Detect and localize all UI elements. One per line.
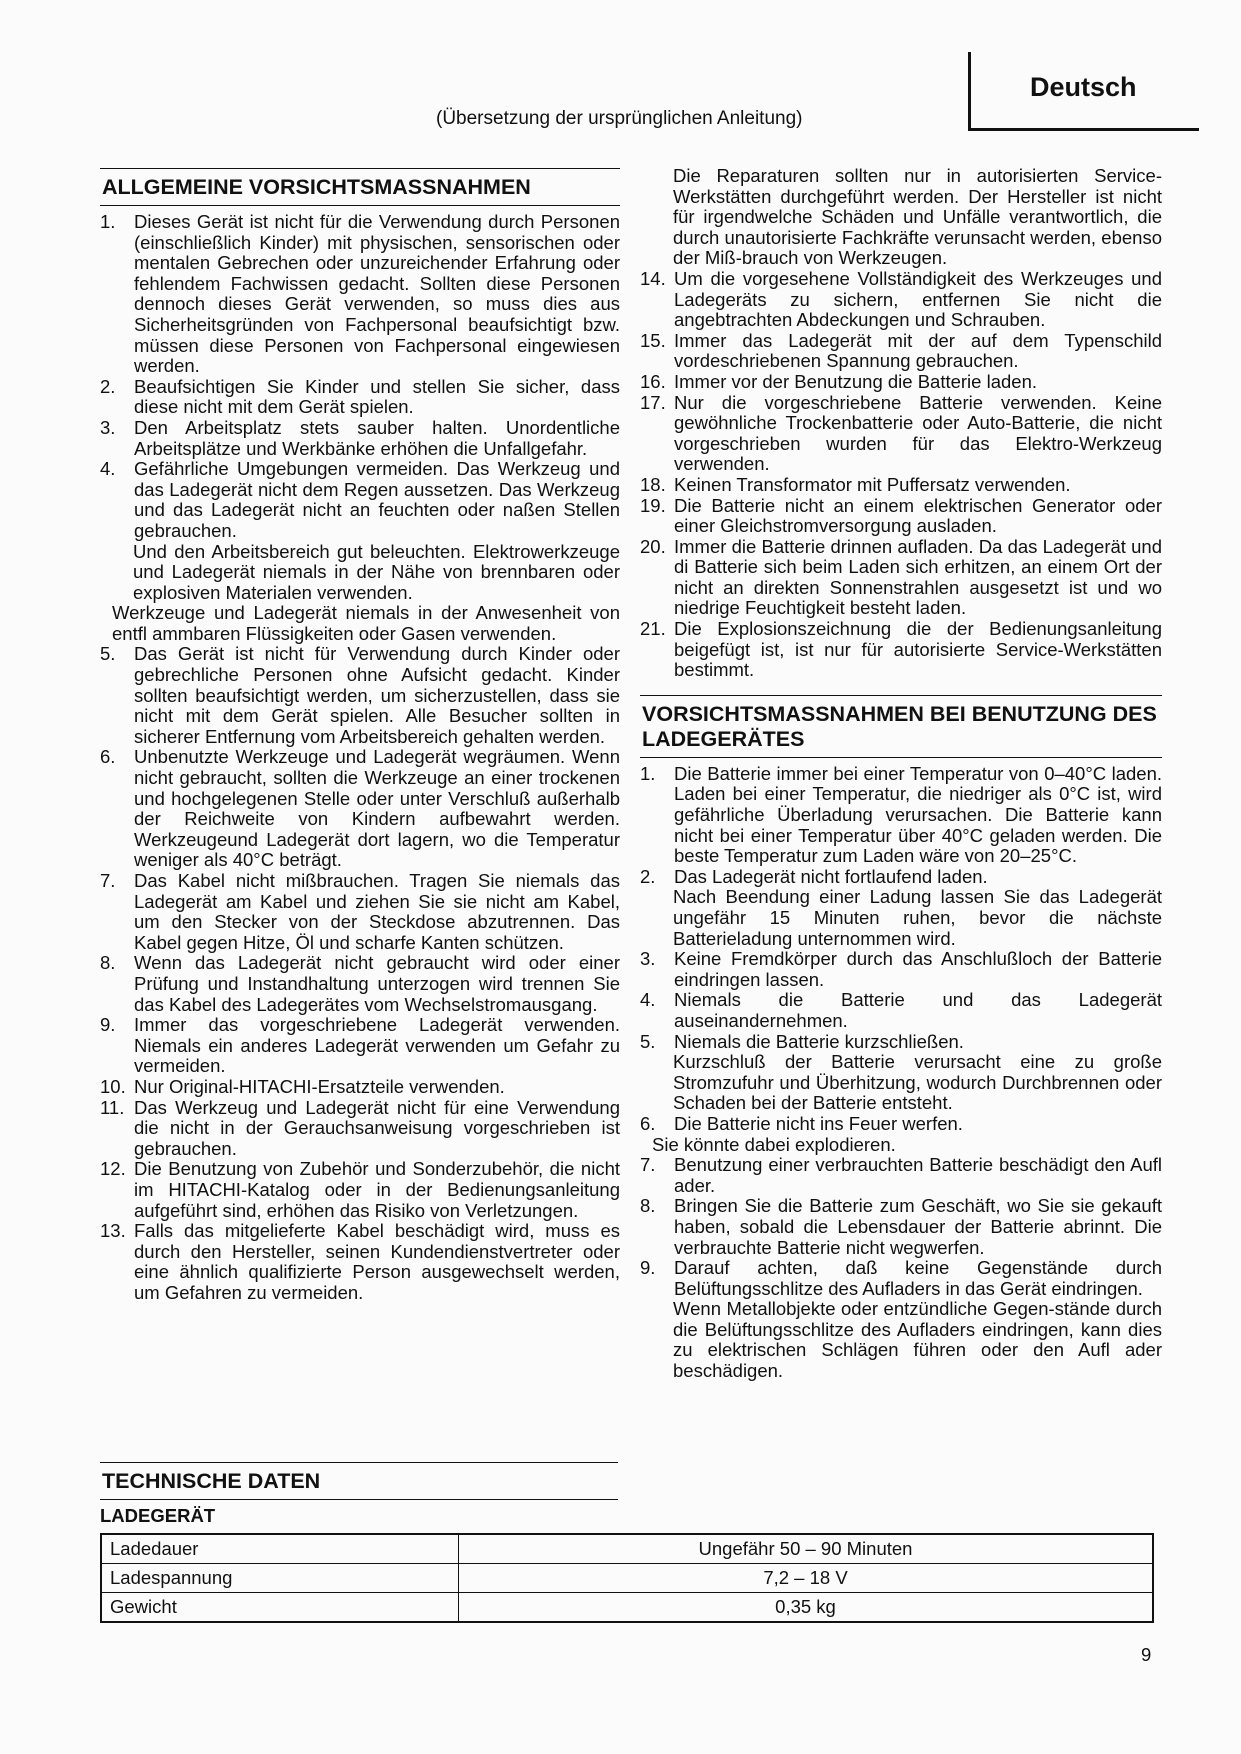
list-item-continuation: Und den Arbeitsbereich gut beleuchten. Elektrowerkzeuge und Ladegerät niemals in der Nähe von brennbaren oder explosiven Materialen verwenden. [133, 540, 620, 603]
list-item: 10. Nur Original-HITACHI-Ersatzteile verwenden. [100, 1075, 505, 1097]
list-item: 7. Benutzung einer verbrauchten Batterie beschädigt den Aufl ader. [640, 1154, 1162, 1196]
list-item: 4. Niemals die Batterie und das Ladegerät auseinandernehmen. [640, 989, 1162, 1031]
table-row [101, 1593, 1153, 1623]
list-item: 5. Das Gerät ist nicht für Verwendung durch Kinder oder gebrechliche Personen ohne Aufsicht gedacht. Kinder sollten beaufsichtigt werden, um sicherzustellen, dass sie nicht mit dem Gerät spielen. Alle Besucher sollten in sicherer Entfernung vom Arbeitsbereich gehalten werden. [100, 643, 620, 747]
list-item: 3. Keine Fremdkörper durch das Anschlußloch der Batterie eindringen lassen. [640, 948, 1162, 990]
spec-value: 0,35 kg [459, 1593, 1154, 1623]
page-number: 9 [1141, 1644, 1152, 1665]
list-item: 1. Dieses Gerät ist nicht für die Verwendung durch Personen (einschließlich Kinder) mit physischen, sensorischen oder mentalen Gebrechen oder unzureichender Erfahrung oder fehlendem Fachwissen gedacht. Sollten diese Personen dennoch dieses Gerät verwenden, so muss dies aus Sicherheitsgründen von Fachpersonal beaufsichtigt bzw. müssen diese Personen von Fachpersonal eingewiesen werden. [100, 211, 620, 377]
charger-subheading: LADEGERÄT [100, 1505, 216, 1526]
technical-data-heading: TECHNISCHE DATEN [100, 1462, 618, 1500]
list-item: 6. Die Batterie nicht ins Feuer werfen. [640, 1112, 963, 1134]
list-item: 21. Die Explosionszeichnung die der Bedienungsanleitung beigefügt ist, ist nur für autorisierte Service-Werkstätten bestimmt. [640, 618, 1162, 681]
left-column [100, 168, 620, 1303]
list-item: 8. Bringen Sie die Batterie zum Geschäft, wo Sie sie gekauft haben, sobald die Lebensdauer der Batterie abrinnt. Die verbrauchte Batterie nicht wegwerfen. [640, 1195, 1162, 1258]
list-item: 8. Wenn das Ladegerät nicht gebraucht wird oder einer Prüfung und Instandhaltung unterzogen wird trennen Sie das Kabel des Ladegerätes vom Wechselstromausgang. [100, 952, 620, 1015]
spec-label: Gewicht [101, 1593, 459, 1623]
list-item-continuation: Wenn Metallobjekte oder entzündliche Gegen-stände durch die Belüftungsschlitze des Aufladers eindringen, kann dies zu elektrischen Schlägen führen oder den Aufl ader beschädigen. [673, 1298, 1162, 1382]
list-item: 2. Das Ladegerät nicht fortlaufend laden. [640, 865, 988, 887]
list-item: 14. Um die vorgesehene Vollständigkeit des Werkzeuges und Ladegeräts zu sichern, entfernen Sie nicht die angebtrachten Abdeckungen und Schrauben. [640, 267, 1162, 331]
table-row [101, 1534, 1153, 1564]
list-item: 5. Niemals die Batterie kurzschließen. [640, 1030, 964, 1052]
spec-label: Ladedauer [101, 1534, 459, 1564]
language-label: Deutsch [1030, 72, 1137, 102]
list-item: 1. Die Batterie immer bei einer Temperatur von 0–40°C laden. Laden bei einer Temperatur, die niedriger als 0°C ist, wird gefährliche Überladung verursachen. Die Batterie kann nicht bei einer Temperatur über 40°C geladen werden. Die beste Temperatur zum Laden wäre von 20–25°C. [640, 762, 1162, 867]
list-item: 15. Immer das Ladegerät mit der auf dem Typenschild vordeschriebenen Spannung gebrauchen. [640, 329, 1162, 372]
spec-label: Ladespannung [101, 1564, 459, 1593]
list-item: 19. Die Batterie nicht an einem elektrischen Generator oder einer Gleichstromversorgung ausladen. [640, 494, 1162, 537]
charger-precautions-heading: VORSICHTSMASSNAHMEN BEI BENUTZUNG DES LADEGERÄTES [640, 695, 1162, 758]
list-item: 4. Gefährliche Umgebungen vermeiden. Das Werkzeug und das Ladegerät nicht dem Regen aussetzen. Das Werkzeug und das Ladegerät nicht an feuchten oder naßen Stellen gebrauchen. [100, 458, 620, 541]
list-item-continuation: Nach Beendung einer Ladung lassen Sie das Ladegerät ungefähr 15 Minuten ruhen, bevor die nächste Batterieladung unternommen wird. [673, 886, 1162, 949]
list-item: 2. Beaufsichtigen Sie Kinder und stellen Sie sicher, dass diese nicht mit dem Gerät spielen. [100, 375, 620, 418]
list-item: 13. Falls das mitgelieferte Kabel beschädigt wird, muss es durch den Hersteller, seinen Kundendienstvertreter oder eine ähnlich qualifizierte Person ausgewechselt werden, um Gefahren zu vermeiden. [100, 1220, 620, 1303]
translation-note: (Übersetzung der ursprünglichen Anleitung) [436, 108, 803, 129]
general-precautions-heading: ALLGEMEINE VORSICHTSMASSNAHMEN [100, 168, 620, 206]
spec-table [100, 1533, 1154, 1623]
list-item: 9. Darauf achten, daß keine Gegenstände durch Belüftungsschlitze des Aufladers in das Gerät eindringen. [640, 1257, 1162, 1299]
list-item: 6. Unbenutzte Werkzeuge und Ladegerät wegräumen. Wenn nicht gebraucht, sollten die Werkzeuge an einer trockenen und hochgelegenen Stelle oder unter Verschluß außerhalb der Reichweite von Kindern aufbewahrt werden. Werkzeugeund Ladegerät dort lagern, wo die Temperatur weniger als 40°C beträgt. [100, 746, 620, 871]
right-column [640, 166, 1162, 1382]
spec-value: Ungefähr 50 – 90 Minuten [459, 1534, 1154, 1564]
list-item: 17. Nur die vorgeschriebene Batterie verwenden. Keine gewöhnliche Trockenbatterie oder Auto-Batterie, die nicht vorgeschrieben wurden für das Elektro-Werkzeug verwenden. [640, 391, 1162, 475]
list-item-continuation: Kurzschluß der Batterie verursacht eine zu große Stromzufuhr und Überhitzung, wodurch Durchbrennen oder Schaden bei der Batterie entsteht. [673, 1051, 1162, 1114]
table-row [101, 1564, 1153, 1593]
spec-value: 7,2 – 18 V [459, 1564, 1154, 1593]
list-item: 9. Immer das vorgeschriebene Ladegerät verwenden. Niemals ein anderes Ladegerät verwenden um Gefahr zu vermeiden. [100, 1014, 620, 1077]
list-item: 16. Immer vor der Benutzung die Batterie laden. [640, 370, 1037, 392]
list-item-continuation: Die Reparaturen sollten nur in autorisierten Service-Werkstätten durchgeführt werden. Der Hersteller ist nicht für irgendwelche Schäden und Unfälle verantwortlich, die durch unautorisierte Fachkräfte verunsacht werden, ebenso der Miß-brauch von Werkzeugen. [673, 165, 1162, 269]
list-item: 20. Immer die Batterie drinnen aufladen. Da das Ladegerät und di Batterie sich beim Laden sich erhitzen, an einem Ort der nicht an direkten Sonnenstrahlen ausgesetzt ist und wo niedrige Feuchtigkeit besteht laden. [640, 535, 1162, 619]
list-item: 18. Keinen Transformator mit Puffersatz verwenden. [640, 473, 1071, 495]
list-item-continuation: Werkzeuge und Ladegerät niemals in der Anwesenheit von entfl ammbaren Flüssigkeiten oder Gasen verwenden. [112, 602, 620, 644]
list-item: 11. Das Werkzeug und Ladegerät nicht für eine Verwendung die nicht in der Gerauchsanweisung vorgeschrieben ist gebrauchen. [100, 1096, 620, 1159]
list-item: 12. Die Benutzung von Zubehör und Sonderzubehör, die nicht im HITACHI-Katalog oder in der Bedienungsanleitung aufgeführt sind, erhöhen das Risiko von Verletzungen. [100, 1158, 620, 1221]
list-item-continuation: Sie könnte dabei explodieren. [652, 1133, 896, 1155]
list-item: 7. Das Kabel nicht mißbrauchen. Tragen Sie niemals das Ladegerät am Kabel und ziehen Sie sie nicht am Kabel, um den Stecker von der Steckdose abzutrennen. Das Kabel gegen Hitze, Öl und scharfe Kanten schützen. [100, 870, 620, 953]
list-item: 3. Den Arbeitsplatz stets sauber halten. Unordentliche Arbeitsplätze und Werkbänke erhöhen die Unfallgefahr. [100, 416, 620, 459]
